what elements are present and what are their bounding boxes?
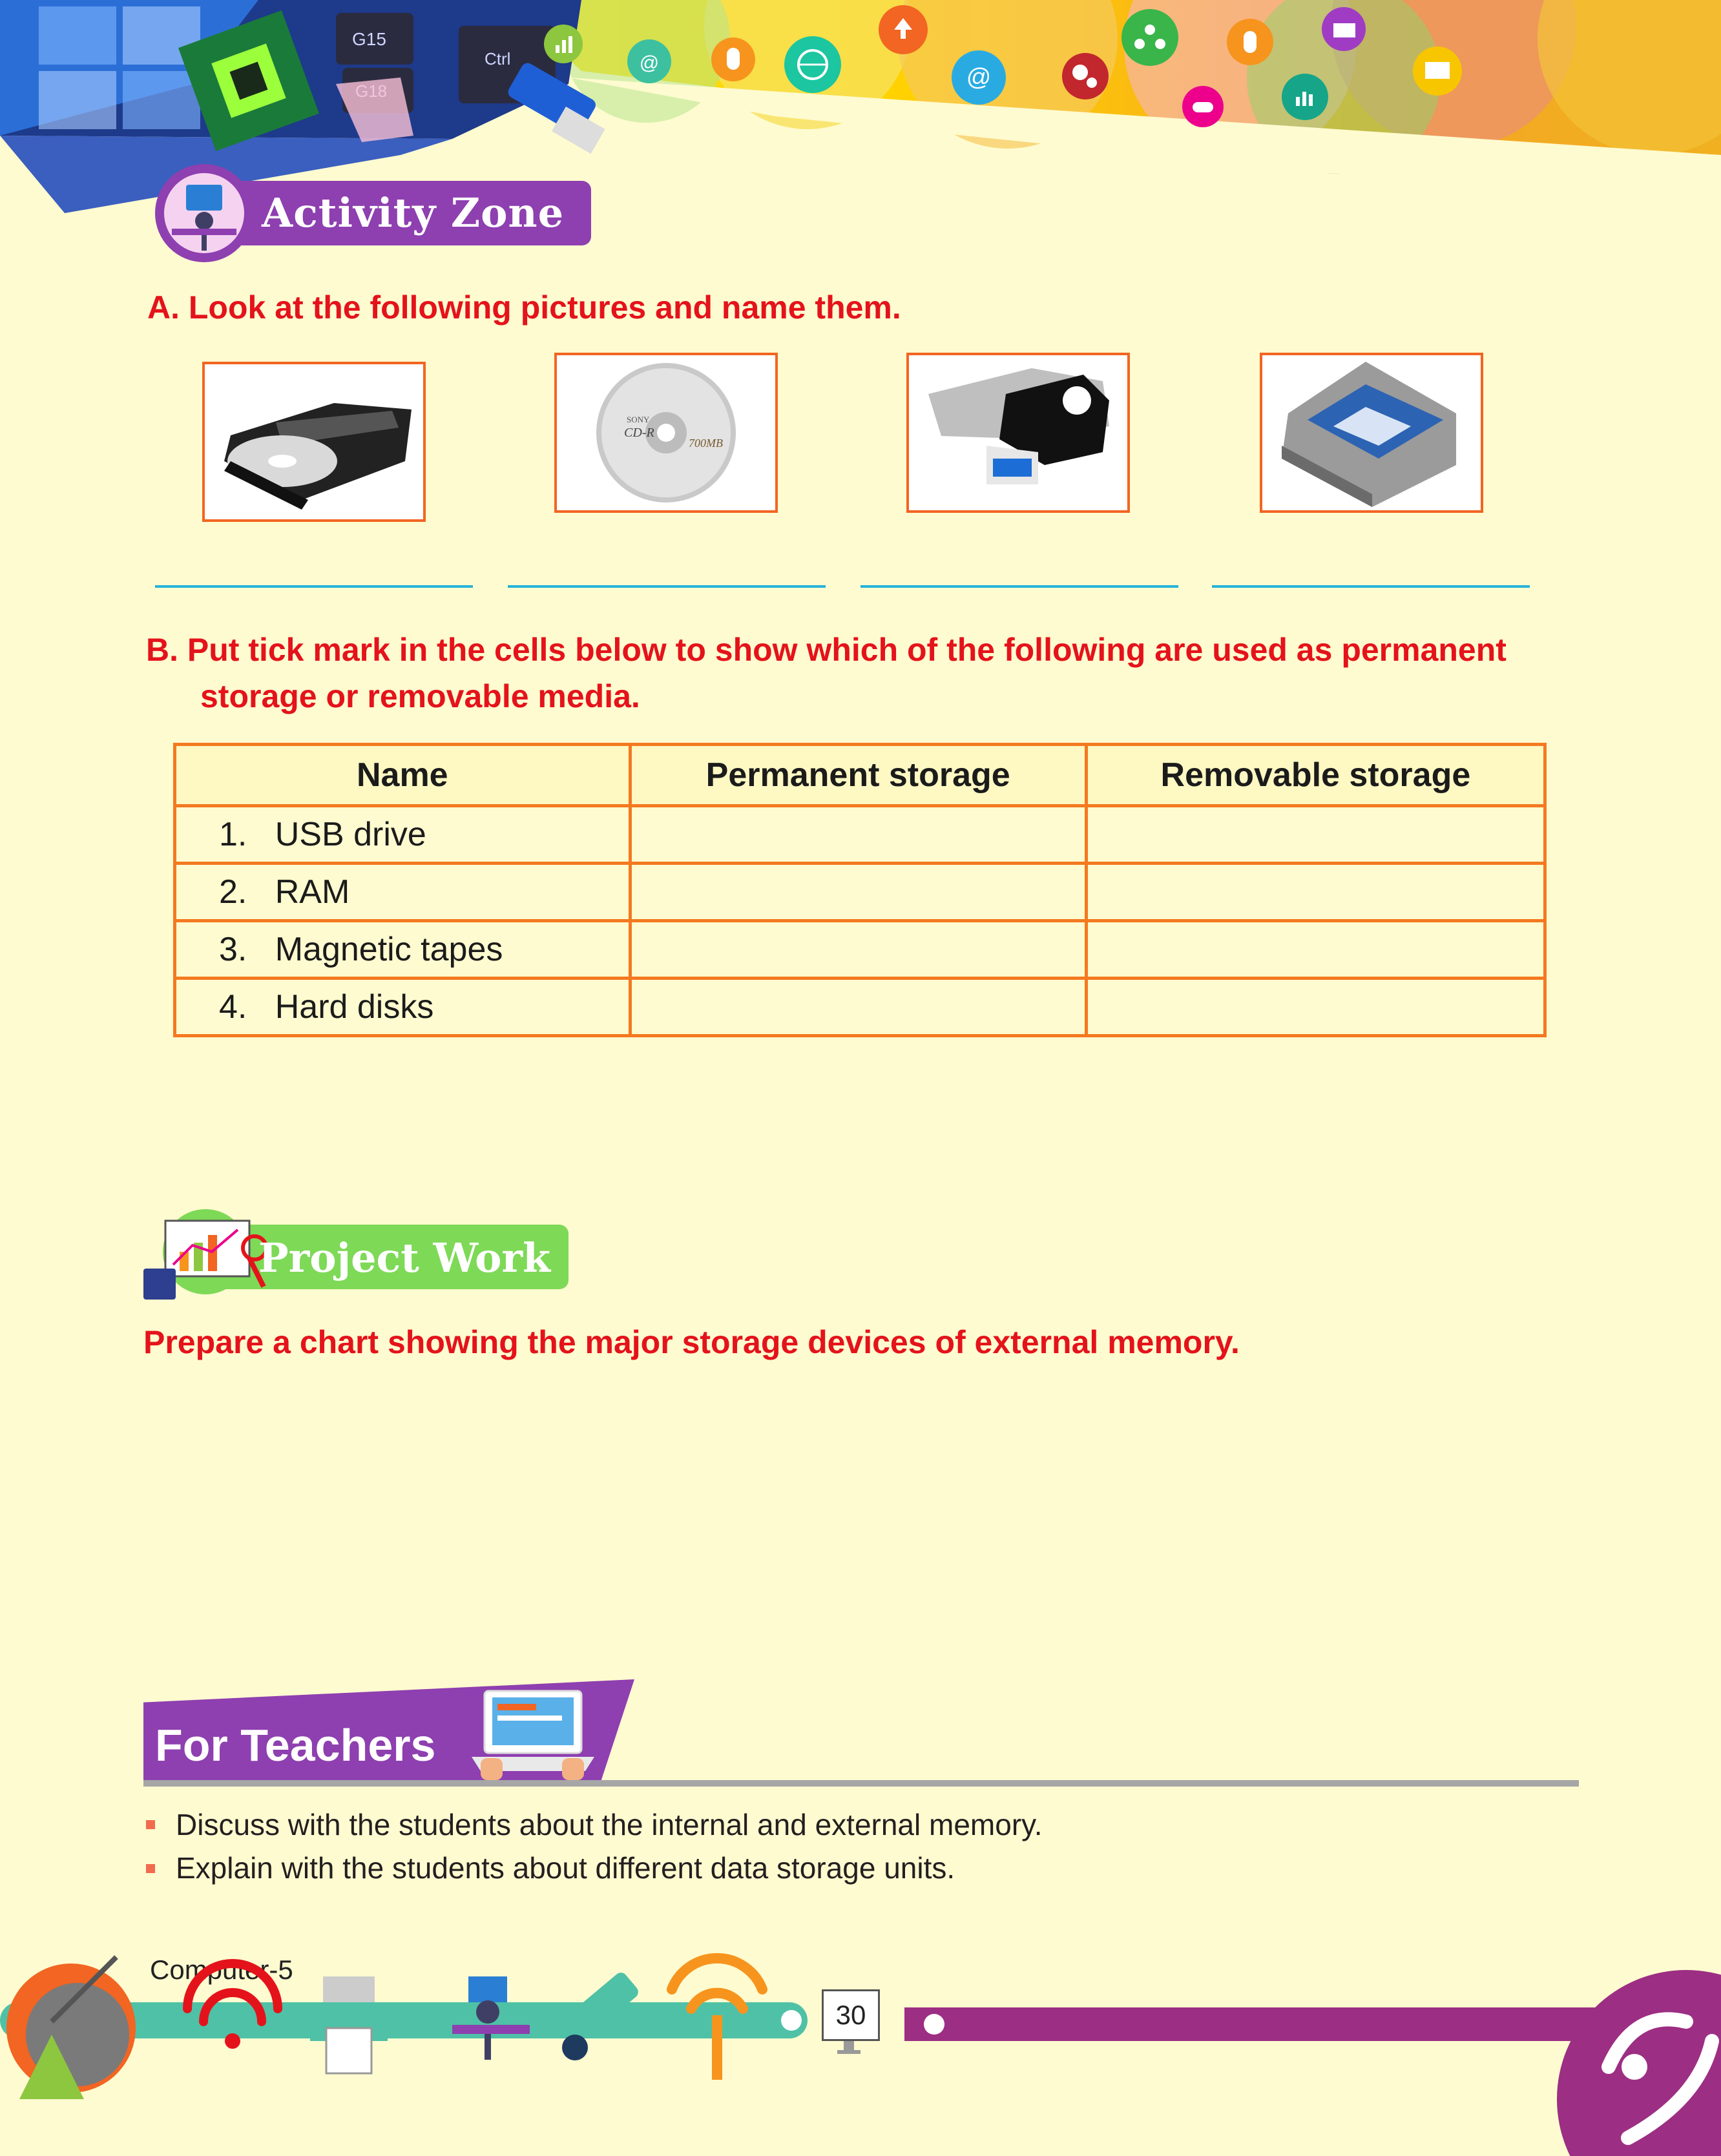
answer-line-4[interactable] [1212, 585, 1530, 588]
gears-icon [1062, 53, 1109, 99]
cd-image [557, 355, 775, 510]
upload-icon [879, 5, 928, 54]
row-number: 3. [219, 931, 247, 968]
cd-type-label: CD-R [624, 426, 654, 440]
row-name: Magnetic tapes [275, 931, 503, 968]
table-row [175, 979, 1545, 1036]
picture-usb-drive [906, 353, 1130, 513]
table-row [175, 806, 1545, 864]
project-instruction: Prepare a chart showing the major storage devices of external memory. [143, 1324, 1240, 1360]
bar-chart-icon [544, 25, 583, 63]
bullet-marker [146, 1820, 155, 1829]
cd-brand-label: SONY [627, 415, 650, 424]
header-permanent: Permanent storage [630, 745, 1086, 806]
activity-zone-title: Activity Zone [262, 189, 565, 236]
svg-text:@: @ [639, 52, 660, 74]
for-teachers-title: For Teachers [155, 1720, 436, 1770]
permanent-tick-cell[interactable] [630, 921, 1086, 979]
wifi-tower-icon [672, 1958, 762, 2009]
permanent-tick-cell[interactable] [630, 864, 1086, 921]
permanent-tick-cell[interactable] [630, 806, 1086, 864]
permanent-tick-cell[interactable] [630, 979, 1086, 1036]
row-name: Hard disks [275, 988, 434, 1026]
picture-cd [554, 353, 778, 513]
folder-icon [1322, 7, 1366, 51]
table-header-row [175, 745, 1545, 806]
row-name: RAM [275, 873, 350, 911]
bullet-marker [146, 1864, 155, 1873]
row-name-cell [175, 921, 631, 979]
book-name: Computer-5 [150, 1954, 293, 1985]
teacher-divider [143, 1780, 1579, 1787]
page-number: 30 [822, 1989, 880, 2041]
picture-optical-drive [202, 362, 426, 522]
row-number: 4. [219, 988, 247, 1026]
storage-table [173, 743, 1547, 1037]
teacher-bullet-1: Discuss with the students about the internal and external memory. [176, 1808, 1043, 1841]
teacher-bullet-2: Explain with the students about different data storage units. [176, 1851, 955, 1885]
removable-tick-cell[interactable] [1086, 806, 1545, 864]
gamepad-icon [1182, 86, 1224, 127]
row-number: 2. [219, 873, 247, 911]
row-number: 1. [219, 816, 247, 853]
footer-decoration-left [0, 1905, 904, 2156]
footer-dot [924, 2014, 944, 2035]
satellite-dish-icon [6, 1957, 136, 2099]
removable-tick-cell[interactable] [1086, 921, 1545, 979]
monitor-icon [1413, 47, 1462, 96]
table-row [175, 921, 1545, 979]
project-work-title: Project Work [258, 1234, 551, 1281]
bar-chart-icon [1282, 74, 1328, 120]
hard-disk-image [1262, 355, 1481, 510]
globe-icon [784, 36, 841, 93]
svg-text:Ctrl: Ctrl [485, 49, 511, 68]
svg-text:@: @ [966, 64, 992, 91]
answer-line-3[interactable] [860, 585, 1178, 588]
table-row [175, 864, 1545, 921]
removable-tick-cell[interactable] [1086, 864, 1545, 921]
mouse-icon [1227, 19, 1273, 65]
activity-zone-icon [152, 161, 256, 265]
answer-line-1[interactable] [155, 585, 473, 588]
users-icon [1121, 9, 1178, 66]
question-b-line1: B. Put tick mark in the cells below to show which of the following are used as permanent [146, 632, 1507, 668]
header-removable: Removable storage [1086, 745, 1545, 806]
laptop-icon [472, 1686, 594, 1783]
usb-drive-image [909, 355, 1127, 510]
optical-drive-image [205, 364, 423, 519]
answer-line-2[interactable] [508, 585, 826, 588]
project-work-icon [141, 1207, 270, 1303]
at-icon [627, 39, 671, 83]
row-name: USB drive [275, 816, 426, 853]
monitor-stand-icon [837, 2041, 860, 2054]
cd-capacity-label: 700MB [689, 437, 723, 450]
mouse-icon [711, 37, 755, 81]
removable-tick-cell[interactable] [1086, 979, 1545, 1036]
footer-logo-icon [1538, 1970, 1721, 2156]
row-name-cell [175, 806, 631, 864]
question-b-line2: storage or removable media. [200, 678, 640, 714]
question-a: A. Look at the following pictures and name them. [147, 289, 901, 326]
printer-icon [310, 1976, 388, 2073]
svg-text:G15: G15 [352, 29, 386, 49]
header-name: Name [175, 745, 631, 806]
picture-hard-disk [1260, 353, 1483, 513]
row-name-cell [175, 979, 631, 1036]
row-name-cell [175, 864, 631, 921]
at-icon [952, 50, 1006, 105]
